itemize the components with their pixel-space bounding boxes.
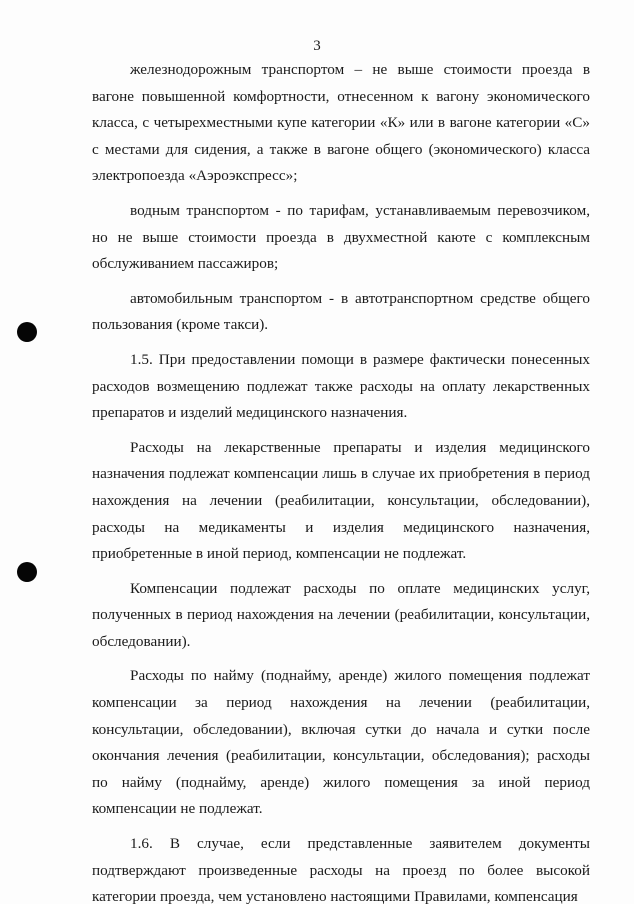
paragraph-section-1-5: 1.5. При предоставлении помощи в размере фактически понесенных расходов возмещению подлежат также расходы на оплату лекарственных препаратов и изделий медицинского назначения. [92, 350, 590, 422]
paragraph-rail-transport: железнодорожным транспортом – не выше стоимости проезда в вагоне повышенной комфортности, отнесенном к вагону экономического класса, с четырехместными купе категории «К» или в вагоне категории «С» с местами для сидения, а также в вагоне общего (экономического) класса электропоезда «Аэроэкспресс»; [92, 61, 590, 185]
punch-hole [17, 562, 37, 582]
paragraph-road-transport: автомобильным транспортом - в автотранспортном средстве общего пользования (кроме такси). [92, 289, 590, 334]
page-number: 3 [313, 38, 321, 54]
paragraph-section-1-6: 1.6. В случае, если представленные заявителем документы подтверждают произведенные расходы на проезд по более высокой категории проезда, чем установлено настоящими Правилами, компенсация [92, 835, 590, 906]
paragraph-water-transport: водным транспортом - по тарифам, устанавливаемым перевозчиком, но не выше стоимости проезда в двухместной каюте с комплексным обслуживанием пассажиров; [92, 201, 590, 273]
document-body [92, 57, 590, 911]
paragraph-medicine-expenses: Расходы на лекарственные препараты и изделия медицинского назначения подлежат компенсации лишь в случае их приобретения в период нахождения на лечении (реабилитации, консультации, обследовании), расходы на медикаменты и изделия медицинского назначения, приобретенные в иной период, компенсации не подлежат. [92, 438, 590, 563]
paragraph-medical-services: Компенсации подлежат расходы по оплате медицинских услуг, полученных в период нахождения на лечении (реабилитации, консультации, обследовании). [92, 579, 590, 650]
punch-hole [17, 322, 37, 342]
paragraph-housing-expenses: Расходы по найму (поднайму, аренде) жилого помещения подлежат компенсации за период нахождения на лечении (реабилитации, консультации, обследовании), включая сутки до начала и сутки после окончания лечения (реабилитации, консультации, обследования); расходы по найму (поднайму, аренде) жилого помещения за иной период компенсации не подлежат. [92, 667, 590, 818]
